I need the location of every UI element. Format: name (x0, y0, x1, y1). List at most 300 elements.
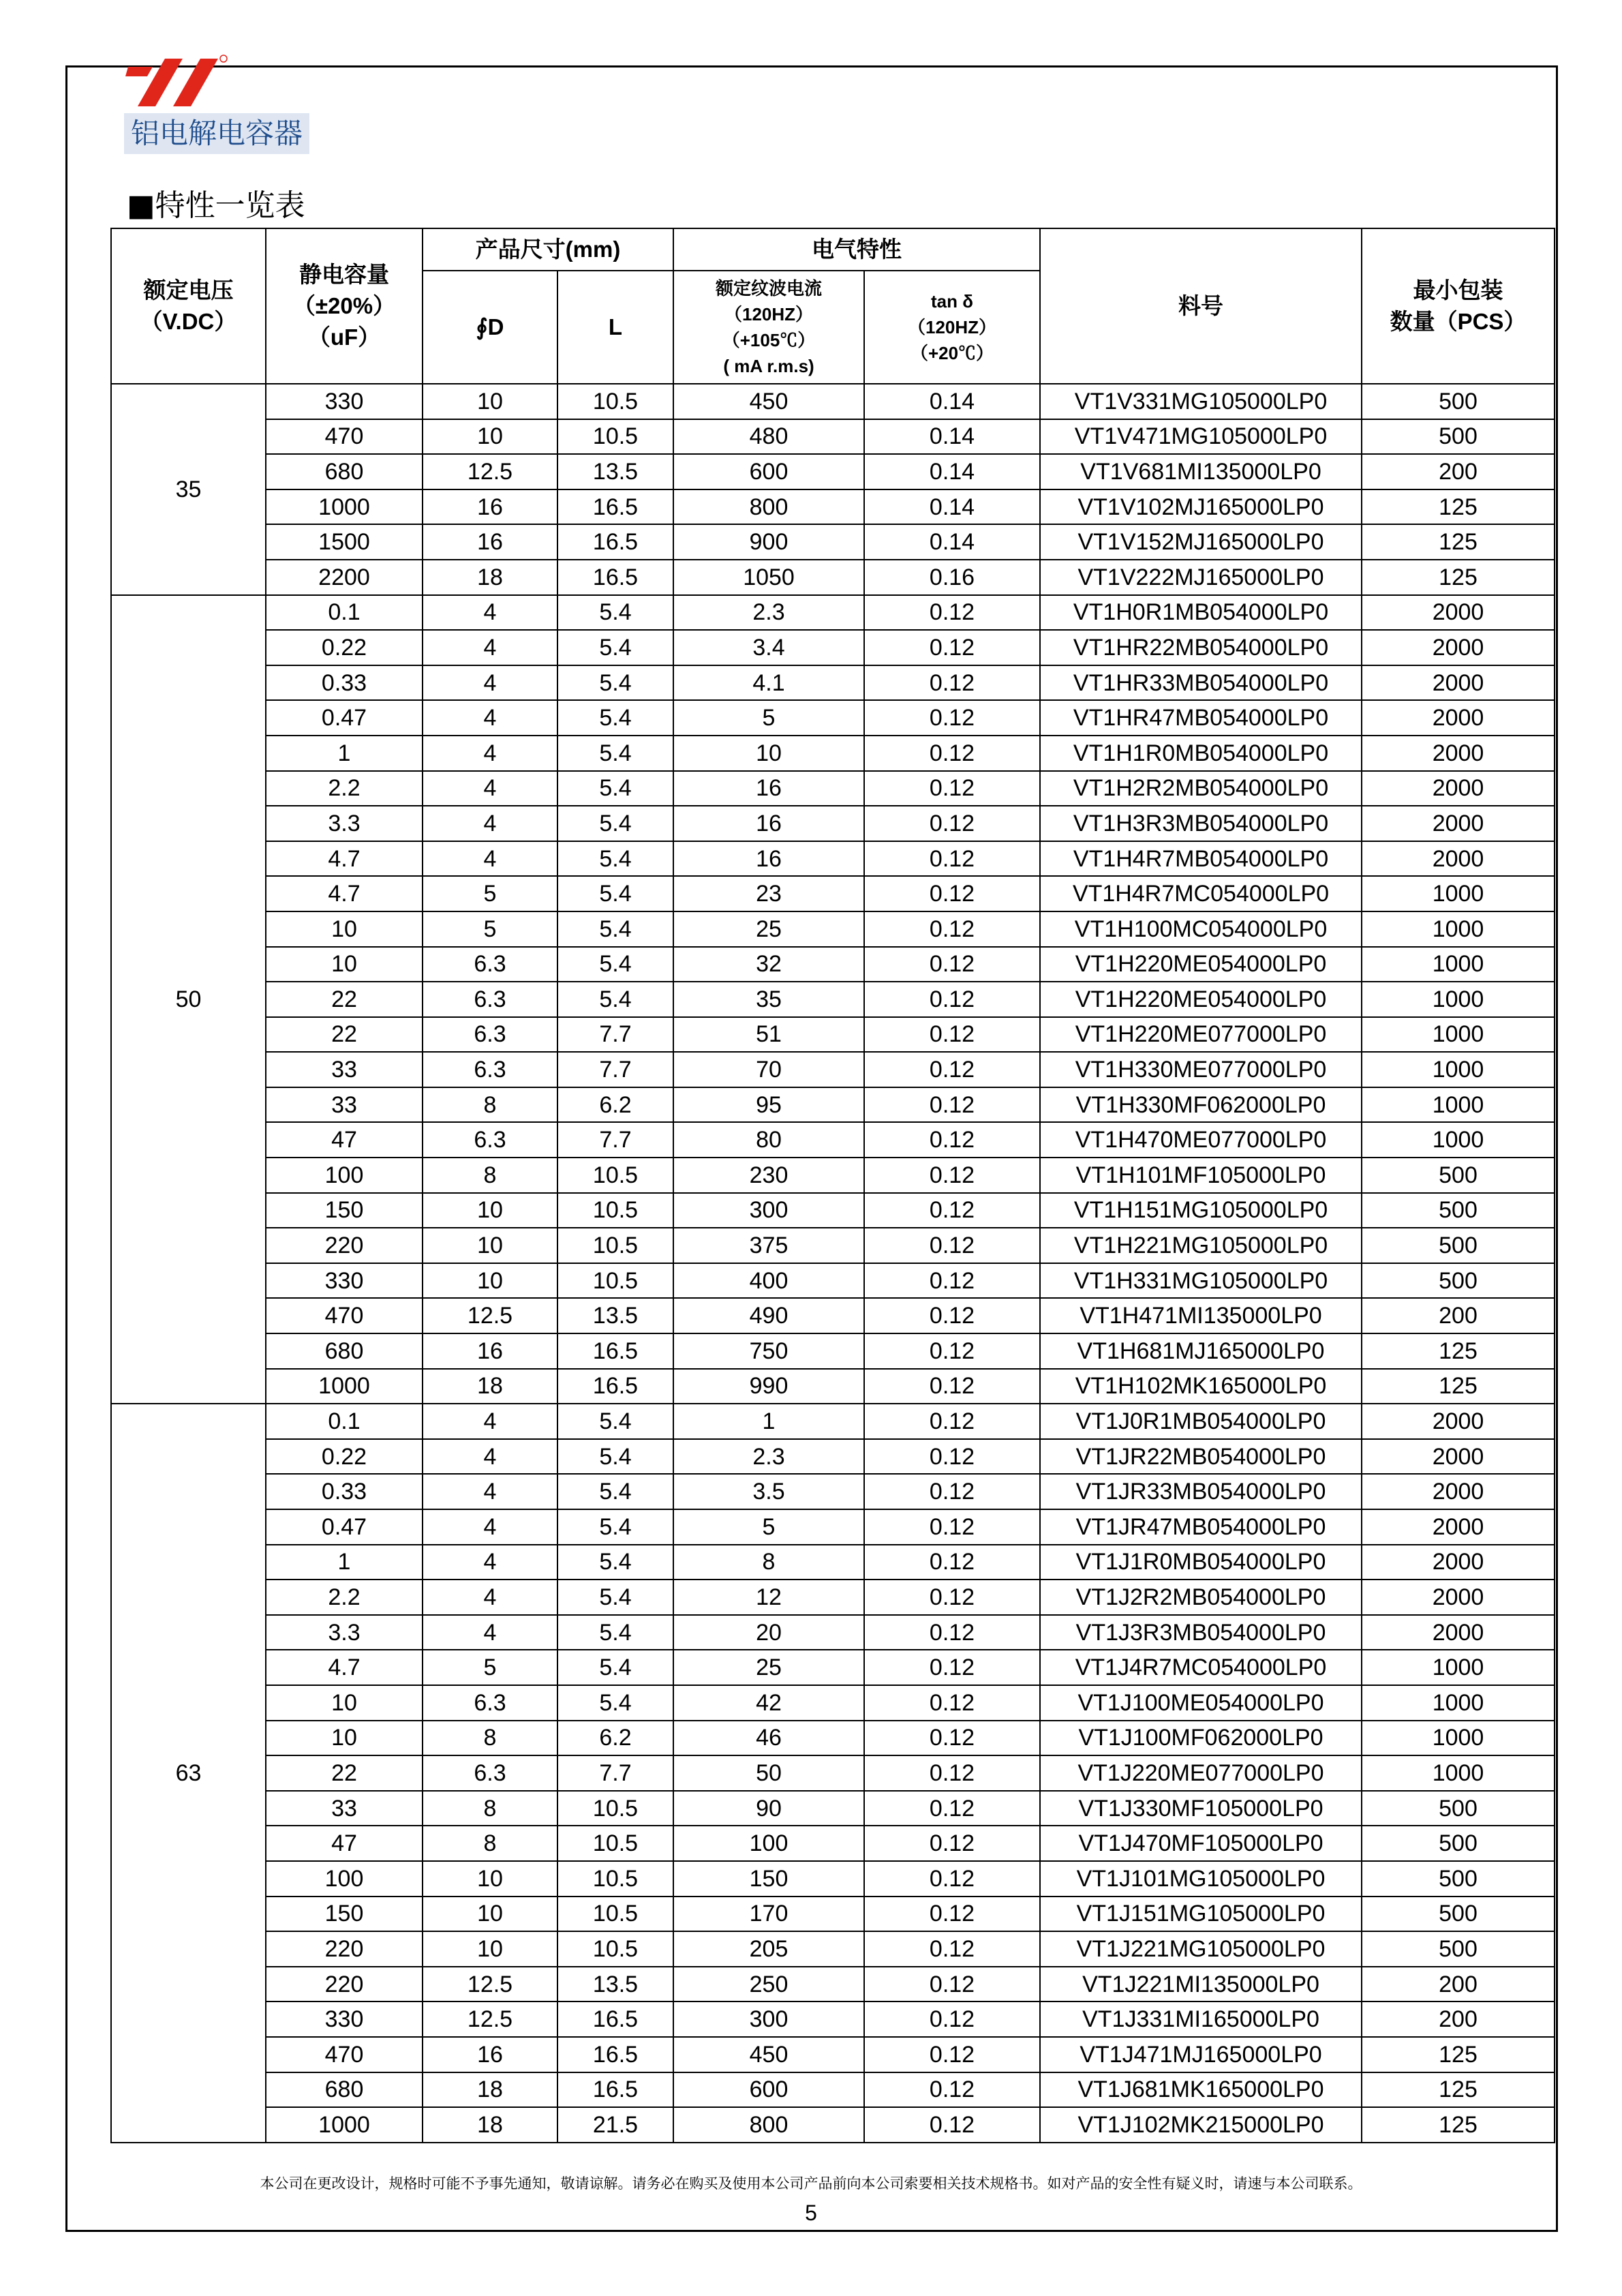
cell-diameter: 18 (423, 2072, 557, 2108)
table-row (111, 1052, 1555, 1087)
cell-capacitance: 100 (266, 1158, 423, 1193)
cell-diameter: 12.5 (423, 454, 557, 489)
table-row (111, 384, 1555, 419)
cell-capacitance: 330 (266, 384, 423, 419)
cell-capacitance: 0.47 (266, 1509, 423, 1545)
cell-diameter: 4 (423, 771, 557, 806)
cell-ripple-current: 2.3 (673, 1439, 864, 1475)
cell-min-pack: 1000 (1362, 1721, 1555, 1756)
cell-tan-delta: 0.12 (864, 1826, 1040, 1861)
cell-tan-delta: 0.12 (864, 1931, 1040, 1967)
cell-ripple-current: 900 (673, 524, 864, 560)
cell-part-number: VT1J221MI135000LP0 (1040, 1967, 1362, 2002)
cell-length: 10.5 (557, 1861, 673, 1897)
cell-part-number: VT1J100ME054000LP0 (1040, 1685, 1362, 1721)
table-row (111, 841, 1555, 877)
cell-min-pack: 500 (1362, 384, 1555, 419)
cell-ripple-current: 205 (673, 1931, 864, 1967)
cell-min-pack: 125 (1362, 2107, 1555, 2143)
table-row (111, 665, 1555, 701)
cell-length: 5.4 (557, 982, 673, 1017)
cell-ripple-current: 150 (673, 1861, 864, 1897)
cell-capacitance: 4.7 (266, 841, 423, 877)
cell-diameter: 4 (423, 1615, 557, 1650)
cell-diameter: 16 (423, 489, 557, 525)
table-row (111, 1228, 1555, 1263)
cell-tan-delta: 0.14 (864, 419, 1040, 455)
cell-part-number: VT1JR22MB054000LP0 (1040, 1439, 1362, 1475)
cell-part-number: VT1J681MK165000LP0 (1040, 2072, 1362, 2108)
cell-length: 16.5 (557, 1333, 673, 1369)
cell-min-pack: 1000 (1362, 1122, 1555, 1158)
cell-tan-delta: 0.12 (864, 1650, 1040, 1685)
cell-capacitance: 10 (266, 1721, 423, 1756)
cell-diameter: 6.3 (423, 1122, 557, 1158)
cell-capacitance: 150 (266, 1897, 423, 1932)
table-row (111, 419, 1555, 455)
cell-min-pack: 1000 (1362, 1052, 1555, 1087)
cell-tan-delta: 0.12 (864, 771, 1040, 806)
cell-length: 16.5 (557, 489, 673, 525)
cell-tan-delta: 0.12 (864, 1087, 1040, 1123)
cell-length: 5.4 (557, 1685, 673, 1721)
table-row (111, 1017, 1555, 1053)
cell-ripple-current: 400 (673, 1263, 864, 1299)
cell-min-pack: 1000 (1362, 1685, 1555, 1721)
cell-length: 5.4 (557, 1509, 673, 1545)
table-row (111, 1967, 1555, 2002)
cell-tan-delta: 0.12 (864, 630, 1040, 665)
cell-part-number: VT1J101MG105000LP0 (1040, 1861, 1362, 1897)
table-row (111, 1826, 1555, 1861)
cell-diameter: 5 (423, 911, 557, 947)
cell-min-pack: 500 (1362, 1158, 1555, 1193)
cell-tan-delta: 0.12 (864, 876, 1040, 911)
cell-min-pack: 2000 (1362, 806, 1555, 841)
cell-min-pack: 2000 (1362, 595, 1555, 631)
cell-length: 7.7 (557, 1122, 673, 1158)
cell-diameter: 8 (423, 1087, 557, 1123)
cell-part-number: VT1JR47MB054000LP0 (1040, 1509, 1362, 1545)
cell-ripple-current: 46 (673, 1721, 864, 1756)
table-row (111, 2107, 1555, 2143)
cell-tan-delta: 0.12 (864, 1052, 1040, 1087)
cell-min-pack: 1000 (1362, 911, 1555, 947)
cell-diameter: 6.3 (423, 1017, 557, 1053)
cell-part-number: VT1J151MG105000LP0 (1040, 1897, 1362, 1932)
cell-capacitance: 0.47 (266, 700, 423, 736)
cell-capacitance: 22 (266, 1755, 423, 1791)
cell-diameter: 16 (423, 1333, 557, 1369)
cell-length: 7.7 (557, 1017, 673, 1053)
table-row (111, 982, 1555, 1017)
cell-min-pack: 2000 (1362, 700, 1555, 736)
cell-length: 5.4 (557, 876, 673, 911)
section-title: ■特性一览表 (127, 188, 305, 223)
cell-ripple-current: 600 (673, 2072, 864, 2108)
cell-length: 5.4 (557, 595, 673, 631)
characteristics-table (110, 228, 1555, 2143)
cell-part-number: VT1H3R3MB054000LP0 (1040, 806, 1362, 841)
table-row (111, 1615, 1555, 1650)
cell-ripple-current: 450 (673, 384, 864, 419)
header-tan-delta: tan δ （120HZ） （+20℃） (864, 271, 1040, 384)
cell-min-pack: 500 (1362, 1931, 1555, 1967)
cell-diameter: 5 (423, 876, 557, 911)
cell-tan-delta: 0.12 (864, 1263, 1040, 1299)
document-title: 铝电解电容器 (124, 113, 309, 154)
cell-part-number: VT1H102MK165000LP0 (1040, 1369, 1362, 1404)
header-part-number: 料号 (1040, 228, 1362, 384)
cell-min-pack: 2000 (1362, 1474, 1555, 1509)
cell-length: 10.5 (557, 1897, 673, 1932)
cell-part-number: VT1H151MG105000LP0 (1040, 1193, 1362, 1228)
cell-part-number: VT1J0R1MB054000LP0 (1040, 1404, 1362, 1439)
cell-length: 5.4 (557, 1545, 673, 1580)
cell-diameter: 18 (423, 560, 557, 595)
header-length: L (557, 271, 673, 384)
cell-part-number: VT1J102MK215000LP0 (1040, 2107, 1362, 2143)
cell-part-number: VT1H100MC054000LP0 (1040, 911, 1362, 947)
cell-tan-delta: 0.14 (864, 524, 1040, 560)
cell-diameter: 4 (423, 595, 557, 631)
cell-diameter: 4 (423, 1545, 557, 1580)
cell-ripple-current: 12 (673, 1580, 864, 1615)
cell-ripple-current: 35 (673, 982, 864, 1017)
cell-diameter: 4 (423, 700, 557, 736)
cell-length: 21.5 (557, 2107, 673, 2143)
cell-part-number: VT1J470MF105000LP0 (1040, 1826, 1362, 1861)
cell-part-number: VT1H470ME077000LP0 (1040, 1122, 1362, 1158)
cell-capacitance: 33 (266, 1087, 423, 1123)
cell-diameter: 12.5 (423, 1967, 557, 2002)
cell-capacitance: 4.7 (266, 876, 423, 911)
table-row (111, 736, 1555, 771)
table-row (111, 1263, 1555, 1299)
cell-ripple-current: 230 (673, 1158, 864, 1193)
cell-tan-delta: 0.14 (864, 454, 1040, 489)
cell-tan-delta: 0.12 (864, 1967, 1040, 2002)
cell-part-number: VT1J221MG105000LP0 (1040, 1931, 1362, 1967)
cell-diameter: 4 (423, 1439, 557, 1475)
cell-diameter: 10 (423, 1931, 557, 1967)
cell-ripple-current: 300 (673, 1193, 864, 1228)
cell-capacitance: 2.2 (266, 771, 423, 806)
cell-tan-delta: 0.12 (864, 947, 1040, 982)
cell-length: 5.4 (557, 700, 673, 736)
cell-capacitance: 3.3 (266, 806, 423, 841)
cell-capacitance: 4.7 (266, 1650, 423, 1685)
cell-part-number: VT1JR33MB054000LP0 (1040, 1474, 1362, 1509)
cell-min-pack: 2000 (1362, 1545, 1555, 1580)
cell-length: 10.5 (557, 384, 673, 419)
cell-part-number: VT1H4R7MC054000LP0 (1040, 876, 1362, 911)
table-row (111, 489, 1555, 525)
cell-diameter: 4 (423, 1404, 557, 1439)
cell-tan-delta: 0.12 (864, 1721, 1040, 1756)
cell-length: 5.4 (557, 1404, 673, 1439)
cell-part-number: VT1H220ME054000LP0 (1040, 947, 1362, 982)
cell-min-pack: 125 (1362, 524, 1555, 560)
cell-ripple-current: 25 (673, 1650, 864, 1685)
header-ripple-current: 额定纹波电流 （120HZ） （+105℃） ( mA r.m.s) (673, 271, 864, 384)
cell-ripple-current: 23 (673, 876, 864, 911)
cell-tan-delta: 0.12 (864, 1369, 1040, 1404)
cell-ripple-current: 42 (673, 1685, 864, 1721)
table-row (111, 1404, 1555, 1439)
cell-capacitance: 0.1 (266, 1404, 423, 1439)
cell-min-pack: 125 (1362, 1333, 1555, 1369)
header-min-pack: 最小包装 数量（PCS） (1362, 228, 1555, 384)
cell-capacitance: 220 (266, 1931, 423, 1967)
cell-length: 16.5 (557, 2002, 673, 2037)
header-voltage: 额定电压 （V.DC） (111, 228, 266, 384)
cell-ripple-current: 20 (673, 1615, 864, 1650)
cell-tan-delta: 0.12 (864, 700, 1040, 736)
cell-length: 13.5 (557, 454, 673, 489)
cell-ripple-current: 170 (673, 1897, 864, 1932)
table-row (111, 2072, 1555, 2108)
cell-length: 5.4 (557, 630, 673, 665)
cell-tan-delta: 0.12 (864, 1474, 1040, 1509)
cell-min-pack: 500 (1362, 1228, 1555, 1263)
cell-part-number: VT1J2R2MB054000LP0 (1040, 1580, 1362, 1615)
cell-diameter: 4 (423, 1580, 557, 1615)
cell-min-pack: 500 (1362, 1263, 1555, 1299)
cell-min-pack: 500 (1362, 1861, 1555, 1897)
header-size-group: 产品尺寸(mm) (423, 228, 673, 271)
cell-length: 5.4 (557, 911, 673, 947)
cell-capacitance: 22 (266, 982, 423, 1017)
cell-min-pack: 2000 (1362, 1439, 1555, 1475)
cell-min-pack: 1000 (1362, 1017, 1555, 1053)
cell-capacitance: 0.22 (266, 1439, 423, 1475)
cell-ripple-current: 3.4 (673, 630, 864, 665)
cell-tan-delta: 0.12 (864, 1791, 1040, 1826)
cell-diameter: 8 (423, 1791, 557, 1826)
cell-min-pack: 2000 (1362, 841, 1555, 877)
cell-ripple-current: 16 (673, 806, 864, 841)
cell-ripple-current: 8 (673, 1545, 864, 1580)
table-row (111, 2002, 1555, 2037)
cell-diameter: 10 (423, 1861, 557, 1897)
cell-ripple-current: 70 (673, 1052, 864, 1087)
cell-length: 16.5 (557, 2037, 673, 2072)
cell-diameter: 6.3 (423, 1755, 557, 1791)
cell-capacitance: 470 (266, 419, 423, 455)
table-row (111, 1685, 1555, 1721)
cell-part-number: VT1V681MI135000LP0 (1040, 454, 1362, 489)
cell-length: 5.4 (557, 806, 673, 841)
page-number: 5 (805, 2201, 817, 2225)
cell-min-pack: 2000 (1362, 1509, 1555, 1545)
cell-min-pack: 1000 (1362, 876, 1555, 911)
cell-part-number: VT1H101MF105000LP0 (1040, 1158, 1362, 1193)
table-row (111, 1122, 1555, 1158)
cell-capacitance: 1500 (266, 524, 423, 560)
cell-length: 5.4 (557, 947, 673, 982)
table-row (111, 630, 1555, 665)
cell-tan-delta: 0.12 (864, 665, 1040, 701)
cell-capacitance: 3.3 (266, 1615, 423, 1650)
cell-ripple-current: 1050 (673, 560, 864, 595)
cell-ripple-current: 100 (673, 1826, 864, 1861)
table-row (111, 1931, 1555, 1967)
header-electrical-group: 电气特性 (673, 228, 1040, 271)
table-row (111, 1439, 1555, 1475)
cell-diameter: 6.3 (423, 947, 557, 982)
cell-capacitance: 680 (266, 1333, 423, 1369)
cell-diameter: 4 (423, 841, 557, 877)
cell-part-number: VT1HR47MB054000LP0 (1040, 700, 1362, 736)
cell-diameter: 10 (423, 1228, 557, 1263)
cell-diameter: 4 (423, 665, 557, 701)
cell-tan-delta: 0.12 (864, 982, 1040, 1017)
cell-tan-delta: 0.14 (864, 489, 1040, 525)
cell-diameter: 4 (423, 806, 557, 841)
cell-diameter: 10 (423, 1897, 557, 1932)
cell-ripple-current: 16 (673, 771, 864, 806)
cell-diameter: 8 (423, 1158, 557, 1193)
cell-length: 10.5 (557, 1193, 673, 1228)
cell-capacitance: 47 (266, 1826, 423, 1861)
cell-part-number: VT1H330ME077000LP0 (1040, 1052, 1362, 1087)
cell-length: 6.2 (557, 1087, 673, 1123)
table-row (111, 1755, 1555, 1791)
cell-min-pack: 125 (1362, 1369, 1555, 1404)
cell-tan-delta: 0.12 (864, 1404, 1040, 1439)
cell-part-number: VT1J100MF062000LP0 (1040, 1721, 1362, 1756)
table-row (111, 1791, 1555, 1826)
cell-length: 10.5 (557, 1826, 673, 1861)
cell-part-number: VT1H221MG105000LP0 (1040, 1228, 1362, 1263)
cell-ripple-current: 250 (673, 1967, 864, 2002)
cell-tan-delta: 0.12 (864, 2072, 1040, 2108)
cell-min-pack: 1000 (1362, 1755, 1555, 1791)
cell-tan-delta: 0.12 (864, 1509, 1040, 1545)
cell-length: 10.5 (557, 1263, 673, 1299)
cell-tan-delta: 0.12 (864, 1158, 1040, 1193)
cell-capacitance: 0.33 (266, 1474, 423, 1509)
cell-diameter: 4 (423, 630, 557, 665)
header-capacitance: 静电容量 （±20%） （uF） (266, 228, 423, 384)
cell-tan-delta: 0.12 (864, 1897, 1040, 1932)
cell-diameter: 6.3 (423, 982, 557, 1017)
cell-ripple-current: 2.3 (673, 595, 864, 631)
cell-length: 5.4 (557, 665, 673, 701)
company-logo-icon (125, 53, 228, 110)
cell-rated-voltage: 35 (111, 384, 266, 595)
cell-ripple-current: 51 (673, 1017, 864, 1053)
cell-ripple-current: 80 (673, 1122, 864, 1158)
cell-min-pack: 125 (1362, 2072, 1555, 2108)
cell-length: 13.5 (557, 1967, 673, 2002)
cell-ripple-current: 50 (673, 1755, 864, 1791)
cell-capacitance: 2.2 (266, 1580, 423, 1615)
cell-diameter: 12.5 (423, 1298, 557, 1333)
cell-part-number: VT1V152MJ165000LP0 (1040, 524, 1362, 560)
cell-tan-delta: 0.12 (864, 1685, 1040, 1721)
cell-tan-delta: 0.12 (864, 1193, 1040, 1228)
cell-tan-delta: 0.12 (864, 1755, 1040, 1791)
table-row (111, 1861, 1555, 1897)
cell-part-number: VT1V222MJ165000LP0 (1040, 560, 1362, 595)
cell-min-pack: 2000 (1362, 1580, 1555, 1615)
header-diameter: ∮D (423, 271, 557, 384)
cell-ripple-current: 300 (673, 2002, 864, 2037)
cell-part-number: VT1H0R1MB054000LP0 (1040, 595, 1362, 631)
cell-min-pack: 125 (1362, 2037, 1555, 2072)
cell-part-number: VT1J330MF105000LP0 (1040, 1791, 1362, 1826)
table-row (111, 1158, 1555, 1193)
cell-capacitance: 220 (266, 1228, 423, 1263)
cell-capacitance: 2200 (266, 560, 423, 595)
cell-min-pack: 2000 (1362, 1404, 1555, 1439)
cell-min-pack: 1000 (1362, 1650, 1555, 1685)
cell-ripple-current: 10 (673, 736, 864, 771)
table-row (111, 700, 1555, 736)
cell-length: 7.7 (557, 1052, 673, 1087)
cell-part-number: VT1V471MG105000LP0 (1040, 419, 1362, 455)
cell-length: 10.5 (557, 1158, 673, 1193)
cell-length: 7.7 (557, 1755, 673, 1791)
cell-tan-delta: 0.12 (864, 1580, 1040, 1615)
cell-diameter: 10 (423, 384, 557, 419)
cell-length: 16.5 (557, 2072, 673, 2108)
cell-part-number: VT1J4R7MC054000LP0 (1040, 1650, 1362, 1685)
cell-length: 10.5 (557, 1228, 673, 1263)
cell-part-number: VT1H681MJ165000LP0 (1040, 1333, 1362, 1369)
cell-tan-delta: 0.12 (864, 1861, 1040, 1897)
cell-part-number: VT1HR33MB054000LP0 (1040, 665, 1362, 701)
cell-diameter: 16 (423, 2037, 557, 2072)
table-row (111, 947, 1555, 982)
cell-min-pack: 1000 (1362, 982, 1555, 1017)
cell-tan-delta: 0.12 (864, 1017, 1040, 1053)
table-row (111, 1087, 1555, 1123)
cell-min-pack: 500 (1362, 419, 1555, 455)
cell-ripple-current: 1 (673, 1404, 864, 1439)
cell-ripple-current: 95 (673, 1087, 864, 1123)
cell-part-number: VT1H1R0MB054000LP0 (1040, 736, 1362, 771)
cell-length: 5.4 (557, 1650, 673, 1685)
table-row (111, 1369, 1555, 1404)
cell-capacitance: 33 (266, 1791, 423, 1826)
cell-min-pack: 1000 (1362, 1087, 1555, 1123)
cell-ripple-current: 600 (673, 454, 864, 489)
cell-rated-voltage: 63 (111, 1404, 266, 2142)
cell-diameter: 6.3 (423, 1052, 557, 1087)
cell-part-number: VT1H220ME054000LP0 (1040, 982, 1362, 1017)
cell-capacitance: 47 (266, 1122, 423, 1158)
cell-diameter: 8 (423, 1721, 557, 1756)
cell-length: 5.4 (557, 841, 673, 877)
cell-ripple-current: 32 (673, 947, 864, 982)
cell-rated-voltage: 50 (111, 595, 266, 1404)
cell-length: 16.5 (557, 1369, 673, 1404)
cell-part-number: VT1H2R2MB054000LP0 (1040, 771, 1362, 806)
cell-capacitance: 1000 (266, 1369, 423, 1404)
cell-part-number: VT1H331MG105000LP0 (1040, 1263, 1362, 1299)
cell-tan-delta: 0.12 (864, 841, 1040, 877)
cell-ripple-current: 16 (673, 841, 864, 877)
cell-min-pack: 500 (1362, 1826, 1555, 1861)
footer-disclaimer: 本公司在更改设计，规格时可能不予事先通知，敬请谅解。请务必在购买及使用本公司产品前向本公司索要相关技术规格书。如对产品的安全性有疑义时，请速与本公司联系。 (260, 2175, 1362, 2192)
cell-capacitance: 22 (266, 1017, 423, 1053)
cell-tan-delta: 0.12 (864, 1545, 1040, 1580)
cell-capacitance: 470 (266, 2037, 423, 2072)
cell-diameter: 18 (423, 1369, 557, 1404)
